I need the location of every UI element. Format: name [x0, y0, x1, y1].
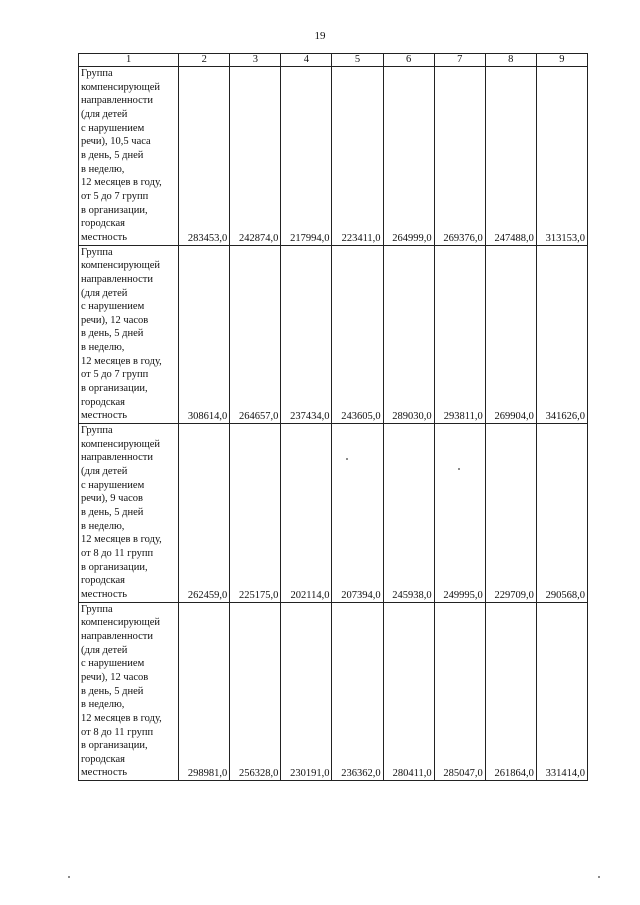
column-header-9: 9 [536, 54, 587, 67]
group-description-cell: Группа компенсирующей направленности (для детей с нарушением речи), 12 часов в день, 5 дней в неделю, 12 месяцев в году, от 5 до 7 групп в организации, городская местность [79, 245, 179, 424]
value-cell: 243605,0 [332, 245, 383, 424]
value-cell: 261864,0 [485, 602, 536, 781]
column-header-7: 7 [434, 54, 485, 67]
scan-speck [598, 876, 600, 878]
column-header-3: 3 [230, 54, 281, 67]
value-cell: 269376,0 [434, 67, 485, 246]
column-header-2: 2 [179, 54, 230, 67]
scan-speck [458, 468, 460, 470]
value-cell: 223411,0 [332, 67, 383, 246]
value-cell: 245938,0 [383, 424, 434, 603]
table-row [79, 67, 588, 246]
value-cell: 242874,0 [230, 67, 281, 246]
value-cell: 256328,0 [230, 602, 281, 781]
value-cell: 313153,0 [536, 67, 587, 246]
value-cell: 269904,0 [485, 245, 536, 424]
group-description-cell: Группа компенсирующей направленности (для детей с нарушением речи), 12 часов в день, 5 дней в неделю, 12 месяцев в году, от 8 до 11 групп в организации, городская местность [79, 602, 179, 781]
column-header-6: 6 [383, 54, 434, 67]
value-cell: 341626,0 [536, 245, 587, 424]
value-cell: 202114,0 [281, 424, 332, 603]
value-cell: 237434,0 [281, 245, 332, 424]
table-row [79, 245, 588, 424]
value-cell: 207394,0 [332, 424, 383, 603]
column-header-4: 4 [281, 54, 332, 67]
value-cell: 225175,0 [230, 424, 281, 603]
table-row [79, 424, 588, 603]
page-number: 19 [314, 30, 326, 42]
column-header-5: 5 [332, 54, 383, 67]
value-cell: 264657,0 [230, 245, 281, 424]
column-header-1: 1 [79, 54, 179, 67]
table-row [79, 602, 588, 781]
value-cell: 249995,0 [434, 424, 485, 603]
value-cell: 285047,0 [434, 602, 485, 781]
value-cell: 262459,0 [179, 424, 230, 603]
value-cell: 230191,0 [281, 602, 332, 781]
scan-speck [346, 458, 348, 460]
column-header-8: 8 [485, 54, 536, 67]
value-cell: 236362,0 [332, 602, 383, 781]
value-cell: 293811,0 [434, 245, 485, 424]
value-cell: 308614,0 [179, 245, 230, 424]
group-description-cell: Группа компенсирующей направленности (для детей с нарушением речи), 9 часов в день, 5 дней в неделю, 12 месяцев в году, от 8 до 11 групп в организации, городская местность [79, 424, 179, 603]
value-cell: 229709,0 [485, 424, 536, 603]
column-number-row [79, 54, 588, 67]
value-cell: 280411,0 [383, 602, 434, 781]
value-cell: 298981,0 [179, 602, 230, 781]
value-cell: 264999,0 [383, 67, 434, 246]
value-cell: 290568,0 [536, 424, 587, 603]
tariff-table [78, 53, 588, 781]
value-cell: 217994,0 [281, 67, 332, 246]
value-cell: 283453,0 [179, 67, 230, 246]
value-cell: 331414,0 [536, 602, 587, 781]
value-cell: 289030,0 [383, 245, 434, 424]
group-description-cell: Группа компенсирующей направленности (для детей с нарушением речи), 10,5 часа в день, 5 дней в неделю, 12 месяцев в году, от 5 до 7 групп в организации, городская местность [79, 67, 179, 246]
scan-speck [68, 876, 70, 878]
value-cell: 247488,0 [485, 67, 536, 246]
